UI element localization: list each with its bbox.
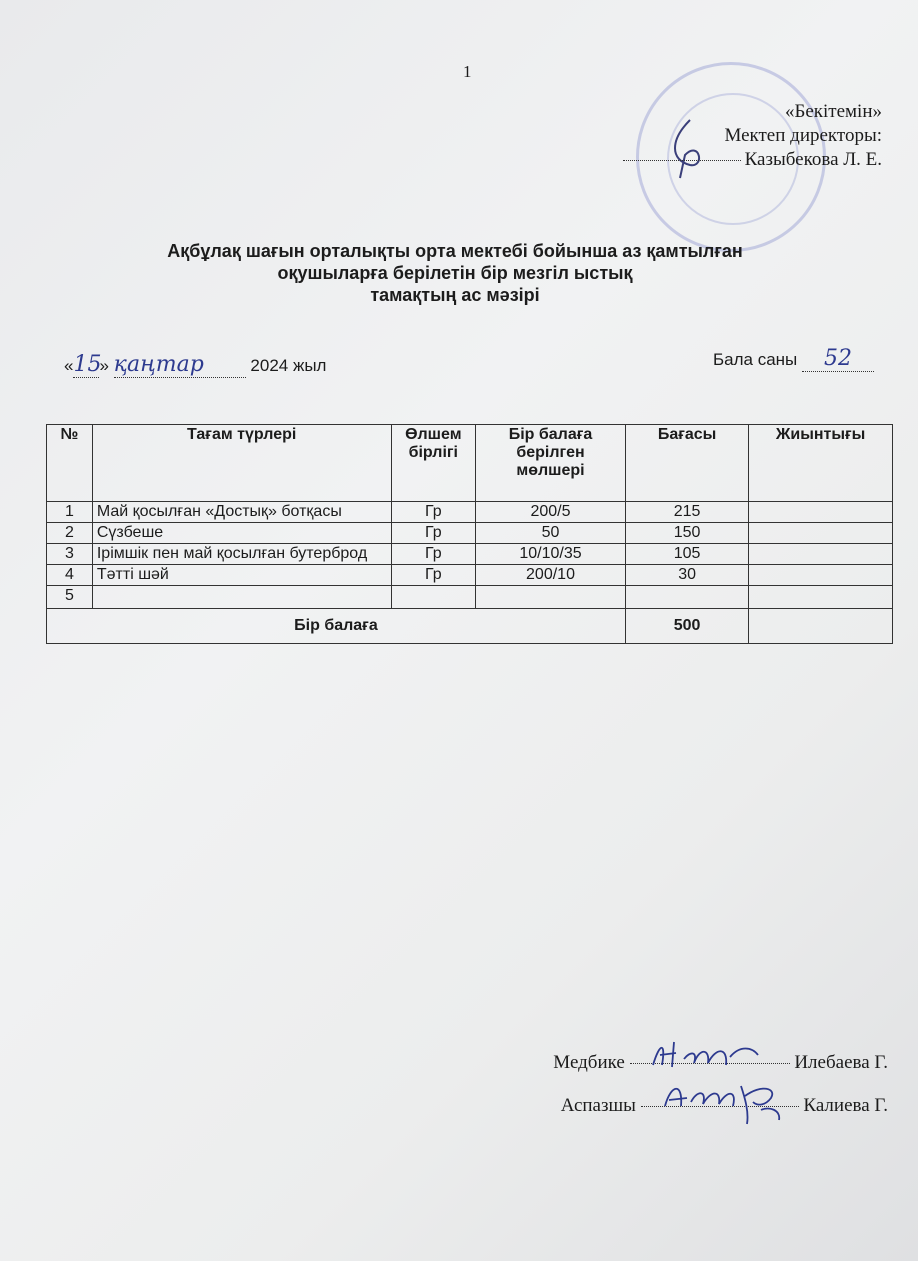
row-total: [749, 586, 893, 609]
nurse-signature-mark: [648, 1037, 768, 1073]
director-signature-line: [623, 160, 741, 161]
row-unit: Гр: [391, 565, 476, 586]
table-row: [47, 586, 893, 609]
row-portion: 10/10/35: [476, 544, 626, 565]
row-portion: 50: [476, 523, 626, 544]
nurse-name: Илебаева Г.: [794, 1052, 888, 1073]
children-count-line: [713, 346, 874, 372]
row-price: 215: [625, 502, 748, 523]
row-number: 3: [47, 544, 93, 565]
row-portion: 200/5: [476, 502, 626, 523]
document-title: [60, 240, 850, 306]
table-header-row: [47, 425, 893, 502]
row-unit: [391, 586, 476, 609]
row-price: [625, 586, 748, 609]
date-open-quote: «: [64, 356, 74, 375]
table-row: [47, 523, 893, 544]
row-unit: Гр: [391, 544, 476, 565]
header-price: Бағасы: [625, 425, 748, 502]
header-unit: Өлшем бірлігі: [391, 425, 476, 502]
approval-block: [623, 100, 882, 172]
header-number: №: [47, 425, 93, 502]
row-number: 4: [47, 565, 93, 586]
table-row: [47, 544, 893, 565]
approval-title: «Бекітемін»: [784, 101, 882, 122]
title-line-3: тамақтың ас мәзірі: [370, 285, 540, 305]
row-dish: Сүзбеше: [92, 523, 391, 544]
header-total: Жиынтығы: [749, 425, 893, 502]
menu-table: [46, 424, 893, 644]
total-label: Бір балаға: [47, 609, 626, 644]
header-dish: Тағам түрлері: [92, 425, 391, 502]
date-day: 15: [73, 352, 102, 377]
table-row: [47, 502, 893, 523]
row-dish: Ірімшік пен май қосылған бутерброд: [92, 544, 391, 565]
cook-signature-mark: [661, 1076, 791, 1128]
nurse-signature: [630, 1063, 790, 1064]
row-total: [749, 502, 893, 523]
row-dish: Май қосылған «Достық» ботқасы: [92, 502, 391, 523]
nurse-label: Медбике: [553, 1052, 625, 1073]
children-count: 52: [802, 346, 874, 372]
nurse-signature-line: [553, 1052, 888, 1074]
table-total-row: [47, 609, 893, 644]
director-name: Казыбекова Л. Е.: [744, 149, 882, 170]
date-year: 2024 жыл: [250, 356, 327, 375]
cook-label: Аспазшы: [560, 1095, 636, 1116]
row-price: 150: [625, 523, 748, 544]
row-dish: [92, 586, 391, 609]
row-total: [749, 544, 893, 565]
row-unit: Гр: [391, 502, 476, 523]
row-number: 5: [47, 586, 93, 609]
total-sum: [749, 609, 893, 644]
title-line-2: оқушыларға берілетін бір мезгіл ыстық: [277, 263, 633, 283]
cook-name: Калиева Г.: [803, 1095, 888, 1116]
cook-signature: [641, 1106, 799, 1107]
row-number: 2: [47, 523, 93, 544]
date-month: қаңтар: [114, 352, 246, 378]
row-price: 30: [625, 565, 748, 586]
date-line: [64, 352, 326, 378]
page-number: 1: [463, 62, 472, 81]
row-unit: Гр: [391, 523, 476, 544]
row-price: 105: [625, 544, 748, 565]
row-portion: 200/10: [476, 565, 626, 586]
cook-signature-line: [561, 1095, 888, 1117]
header-portion: Бір балаға берілген мөлшері: [476, 425, 626, 502]
total-price: 500: [625, 609, 748, 644]
table-row: [47, 565, 893, 586]
approval-position: Мектеп директоры:: [724, 125, 882, 146]
row-total: [749, 565, 893, 586]
row-portion: [476, 586, 626, 609]
date-close-quote: »: [99, 356, 109, 375]
title-line-1: Ақбұлақ шағын орталықты орта мектебі бойынша аз қамтылған: [167, 241, 743, 261]
row-number: 1: [47, 502, 93, 523]
row-dish: Тәтті шәй: [92, 565, 391, 586]
row-total: [749, 523, 893, 544]
children-label: Бала саны: [712, 350, 798, 369]
